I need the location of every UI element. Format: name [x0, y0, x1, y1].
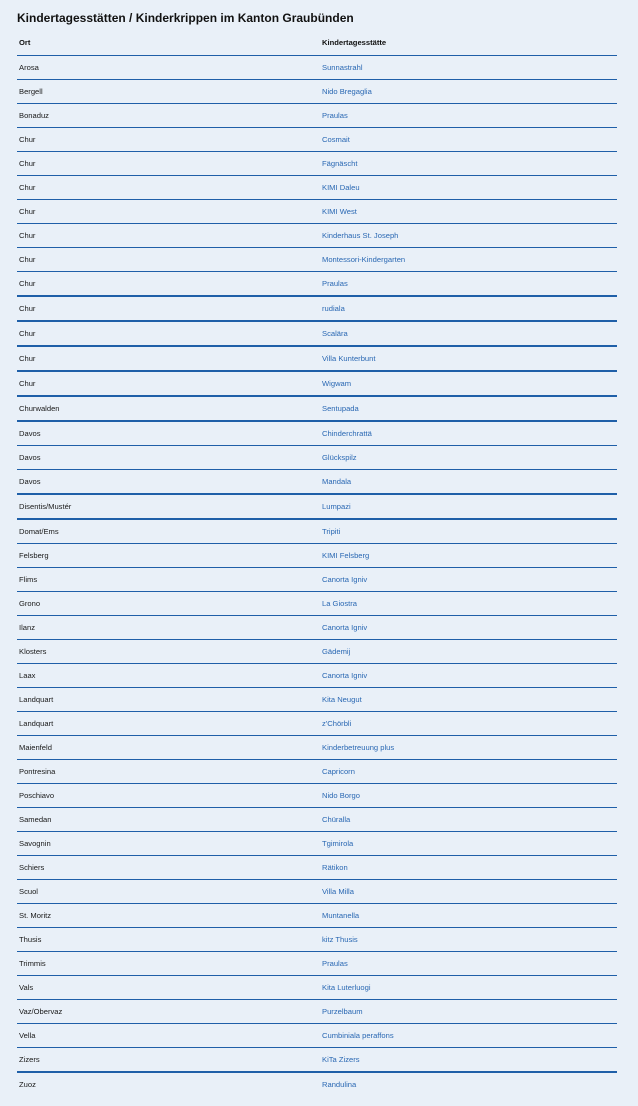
kita-link[interactable]: Canorta Igniv [322, 671, 368, 680]
cell-ort: Chur [17, 224, 320, 248]
kita-link[interactable]: Tgimirola [322, 839, 354, 848]
cell-ort: Chur [17, 128, 320, 152]
table-row [17, 664, 617, 688]
kita-link[interactable]: Kinderhaus St. Joseph [322, 231, 399, 240]
table-header-row [17, 34, 617, 56]
kita-link[interactable]: KIMI West [322, 207, 357, 216]
kita-link[interactable]: Fägnäscht [322, 159, 358, 168]
cell-ort: Felsberg [17, 544, 320, 568]
cell-kindertagesstaette [320, 224, 617, 248]
table-row [17, 1072, 617, 1096]
kita-link[interactable]: Nido Borgo [322, 791, 360, 800]
cell-ort: Trimmis [17, 952, 320, 976]
cell-kindertagesstaette [320, 688, 617, 712]
table-row [17, 736, 617, 760]
kita-link[interactable]: Purzelbaum [322, 1007, 363, 1016]
kita-link[interactable]: Tripiti [322, 527, 341, 536]
table-row [17, 928, 617, 952]
cell-kindertagesstaette [320, 880, 617, 904]
table-row [17, 321, 617, 346]
cell-kindertagesstaette [320, 272, 617, 297]
cell-ort: Bonaduz [17, 104, 320, 128]
cell-kindertagesstaette [320, 904, 617, 928]
table-row [17, 688, 617, 712]
kita-link[interactable]: Kita Neugut [322, 695, 362, 704]
kita-link[interactable]: kitz Thusis [322, 935, 358, 944]
table-row [17, 952, 617, 976]
table-row [17, 296, 617, 321]
cell-kindertagesstaette [320, 712, 617, 736]
cell-kindertagesstaette [320, 616, 617, 640]
kita-link[interactable]: Capricorn [322, 767, 355, 776]
cell-ort: Churwalden [17, 396, 320, 421]
cell-ort: Zuoz [19, 1080, 36, 1089]
table-row [17, 568, 617, 592]
cell-ort: Klosters [17, 640, 320, 664]
table-row [17, 519, 617, 544]
cell-kindertagesstaette [320, 856, 617, 880]
cell-kindertagesstaette [320, 1048, 617, 1073]
cell-kindertagesstaette [320, 346, 617, 371]
cell-kindertagesstaette [320, 832, 617, 856]
table-row [17, 880, 617, 904]
cell-kindertagesstaette [320, 321, 617, 346]
cell-ort: Scuol [17, 880, 320, 904]
kita-link[interactable]: Randulina [322, 1080, 357, 1089]
table-row [17, 176, 617, 200]
cell-ort: Samedan [17, 808, 320, 832]
table-row [17, 976, 617, 1000]
kita-link[interactable]: Rätikon [322, 863, 348, 872]
column-header-ort: Ort [17, 34, 320, 56]
kita-link[interactable]: Glückspilz [322, 453, 357, 462]
cell-kindertagesstaette [320, 470, 617, 495]
kita-link[interactable]: z'Chörbli [322, 719, 352, 728]
cell-ort: Chur [17, 371, 320, 396]
cell-kindertagesstaette [320, 664, 617, 688]
cell-ort: Vella [17, 1024, 320, 1048]
cell-kindertagesstaette [320, 592, 617, 616]
kita-link[interactable]: Gädemij [322, 647, 351, 656]
table-row [17, 784, 617, 808]
table-row [17, 640, 617, 664]
table-row [17, 152, 617, 176]
kita-link[interactable]: Kinderbetreuung plus [322, 743, 395, 752]
cell-ort: Grono [17, 592, 320, 616]
cell-kindertagesstaette [320, 544, 617, 568]
table-row [17, 421, 617, 446]
table-row [17, 104, 617, 128]
kita-link[interactable]: Scalära [322, 329, 348, 338]
cell-ort: Bergell [17, 80, 320, 104]
kita-link[interactable]: Canorta Igniv [322, 623, 368, 632]
cell-ort: Flims [17, 568, 320, 592]
cell-kindertagesstaette [320, 104, 617, 128]
cell-ort: Domat/Ems [17, 519, 320, 544]
cell-kindertagesstaette [320, 1072, 617, 1096]
kita-link[interactable]: Praulas [322, 279, 348, 288]
cell-ort: Chur [17, 200, 320, 224]
cell-kindertagesstaette [320, 446, 617, 470]
kita-link[interactable]: Canorta Igniv [322, 575, 368, 584]
cell-kindertagesstaette [320, 640, 617, 664]
cell-ort: Chur [17, 176, 320, 200]
cell-kindertagesstaette [320, 128, 617, 152]
cell-kindertagesstaette [320, 421, 617, 446]
kita-link[interactable]: Sentupada [322, 404, 359, 413]
cell-ort: Davos [17, 470, 320, 495]
kita-link[interactable]: Sunnastrahl [322, 63, 363, 72]
kita-link[interactable]: Muntanella [322, 911, 360, 920]
cell-ort: Vaz/Obervaz [17, 1000, 320, 1024]
table-row [17, 760, 617, 784]
cell-kindertagesstaette [320, 371, 617, 396]
kita-link[interactable]: Chinderchrattä [322, 429, 372, 438]
cell-ort: St. Moritz [17, 904, 320, 928]
cell-kindertagesstaette [320, 494, 617, 519]
kita-link[interactable]: Villa Kunterbunt [322, 354, 376, 363]
cell-ort: Schiers [17, 856, 320, 880]
cell-kindertagesstaette [320, 396, 617, 421]
cell-kindertagesstaette [320, 296, 617, 321]
kita-link[interactable]: Nido Bregaglia [322, 87, 372, 96]
cell-kindertagesstaette [320, 200, 617, 224]
cell-ort: Vals [17, 976, 320, 1000]
cell-kindertagesstaette [320, 56, 617, 80]
table-body [17, 56, 617, 1097]
table-row [17, 808, 617, 832]
kita-link[interactable]: La Giostra [322, 599, 358, 608]
kita-link[interactable]: Kita Luterluogi [322, 983, 371, 992]
cell-kindertagesstaette [320, 976, 617, 1000]
kita-link[interactable]: Cumbiniala peraffons [322, 1031, 394, 1040]
cell-ort: Ilanz [17, 616, 320, 640]
cell-ort: Thusis [17, 928, 320, 952]
table-row [17, 856, 617, 880]
cell-kindertagesstaette [320, 152, 617, 176]
kita-link[interactable]: KiTa Zizers [322, 1055, 360, 1064]
cell-ort: Davos [17, 446, 320, 470]
table-row [17, 272, 617, 297]
cell-ort: Zizers [17, 1048, 320, 1073]
cell-kindertagesstaette [320, 784, 617, 808]
page-title: Kindertagesstätten / Kinderkrippen im Kanton Graubünden [17, 11, 354, 25]
kita-link[interactable]: Lumpazi [322, 502, 351, 511]
cell-ort: Disentis/Mustér [17, 494, 320, 519]
cell-kindertagesstaette [320, 1024, 617, 1048]
cell-kindertagesstaette [320, 736, 617, 760]
table-row [17, 346, 617, 371]
cell-ort: Landquart [17, 688, 320, 712]
kita-link[interactable]: Praulas [322, 111, 348, 120]
table-row [17, 200, 617, 224]
table-row [17, 80, 617, 104]
cell-kindertagesstaette [320, 80, 617, 104]
table-row [17, 248, 617, 272]
kita-link[interactable]: Villa Milla [322, 887, 354, 896]
table-row [17, 1048, 617, 1073]
cell-ort: Chur [17, 346, 320, 371]
table-row [17, 544, 617, 568]
kita-table [17, 34, 617, 1096]
table-row [17, 1000, 617, 1024]
table-row [17, 396, 617, 421]
table-row [17, 371, 617, 396]
kita-link[interactable]: Wigwam [322, 379, 352, 388]
cell-kindertagesstaette [320, 1000, 617, 1024]
cell-ort: Chur [17, 152, 320, 176]
table-row [17, 904, 617, 928]
table-row [17, 56, 617, 80]
cell-ort: Maienfeld [17, 736, 320, 760]
cell-ort: Landquart [17, 712, 320, 736]
cell-kindertagesstaette [320, 519, 617, 544]
table-row [17, 128, 617, 152]
kita-link[interactable]: Cosmait [322, 135, 350, 144]
cell-kindertagesstaette [320, 928, 617, 952]
kita-link[interactable]: Mandala [322, 477, 352, 486]
column-header-kindertagesstaette: Kindertagesstätte [320, 34, 617, 56]
cell-ort: Pontresina [17, 760, 320, 784]
table-row [17, 1024, 617, 1048]
kita-link[interactable]: rudiala [322, 304, 345, 313]
cell-ort: Davos [17, 421, 320, 446]
cell-ort: Savognin [17, 832, 320, 856]
cell-ort: Chur [17, 321, 320, 346]
cell-kindertagesstaette [320, 808, 617, 832]
kita-link[interactable]: Montessori-Kindergarten [322, 255, 406, 264]
table-row [17, 616, 617, 640]
cell-ort: Chur [17, 296, 320, 321]
kita-link[interactable]: KIMI Daleu [322, 183, 360, 192]
kita-link[interactable]: Chüralla [322, 815, 351, 824]
cell-kindertagesstaette [320, 248, 617, 272]
kita-link[interactable]: KIMI Felsberg [322, 551, 370, 560]
cell-ort: Arosa [17, 56, 320, 80]
cell-ort: Chur [17, 272, 320, 297]
cell-kindertagesstaette [320, 176, 617, 200]
cell-kindertagesstaette [320, 952, 617, 976]
cell-ort: Poschiavo [17, 784, 320, 808]
table-row [17, 832, 617, 856]
table-row [17, 470, 617, 495]
table-row [17, 446, 617, 470]
table-row [17, 712, 617, 736]
cell-kindertagesstaette [320, 568, 617, 592]
cell-ort: Chur [17, 248, 320, 272]
table-row [17, 592, 617, 616]
table-row [17, 224, 617, 248]
kita-link[interactable]: Praulas [322, 959, 348, 968]
cell-kindertagesstaette [320, 760, 617, 784]
table-row [17, 494, 617, 519]
cell-ort: Laax [17, 664, 320, 688]
